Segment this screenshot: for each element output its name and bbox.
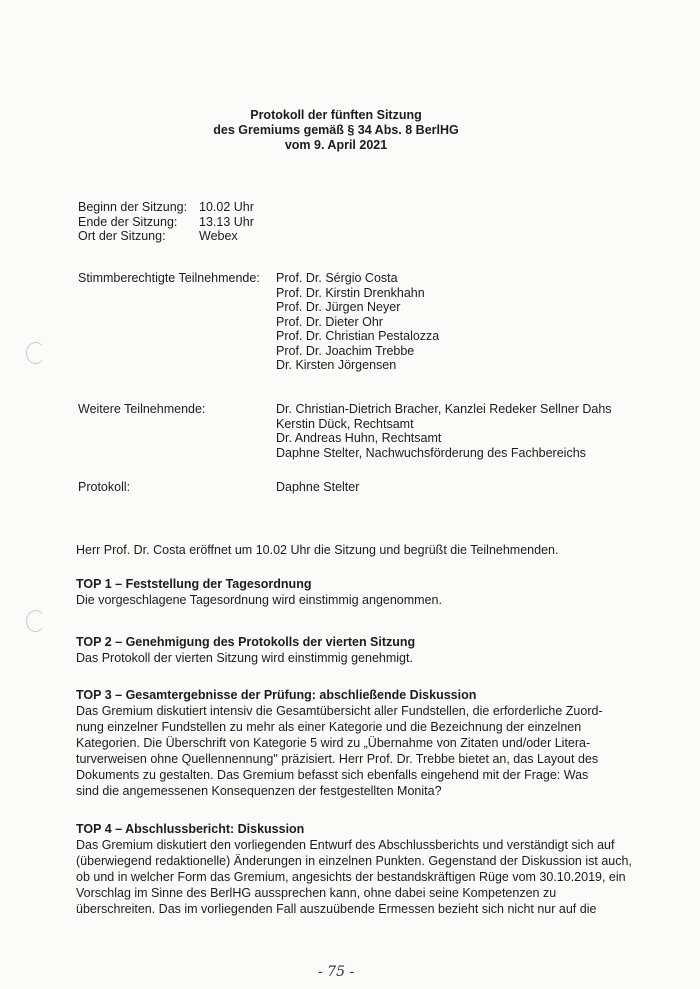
voting-members-label: Stimmberechtigte Teilnehmende: (78, 271, 260, 285)
member-name: Dr. Kirsten Jörgensen (276, 358, 397, 372)
member-name: Prof. Dr. Sérgio Costa (276, 271, 398, 285)
agenda-text-line: turverweisen ohne Quellennennung" präzisiert. Herr Prof. Dr. Trebbe bietet an, das Layout des (76, 752, 599, 766)
agenda-text-line: nung einzelner Fundstellen zu mehr als einer Kategorie und die Bezeichnung der einzelnen (76, 720, 582, 734)
other-participants-label: Weitere Teilnehmende: (78, 402, 206, 416)
agenda-text-line: Vorschlag im Sinne des BerlHG aussprechen kann, ohne dabei seine Kompetenzen zu (76, 886, 557, 900)
participant-name: Kerstin Dück, Rechtsamt (276, 416, 414, 431)
meta-value: Webex (199, 229, 238, 243)
opening-statement (76, 542, 616, 558)
meta-label: Beginn der Sitzung: (78, 200, 188, 214)
session-meta (78, 200, 254, 244)
page-number-mark: - 75 - (318, 964, 355, 980)
punch-hole-top (26, 342, 45, 364)
meta-row-start (78, 200, 254, 215)
agenda-heading: TOP 1 – Feststellung der Tagesordnung (76, 577, 312, 591)
agenda-text-line: Das Protokoll der vierten Sitzung wird einstimmig genehmigt. (76, 651, 413, 665)
meta-value: 10.02 Uhr (199, 200, 254, 214)
document-title (0, 108, 672, 153)
member-name: Prof. Dr. Dieter Ohr (276, 314, 383, 329)
agenda-text-line: sind die angemessenen Konsequenzen der festgestellten Monita? (76, 784, 442, 798)
protocol-value-wrap (276, 480, 359, 495)
meta-label: Ort der Sitzung: (78, 229, 166, 243)
protocol-value: Daphne Stelter (276, 480, 360, 494)
meta-row-end (78, 215, 254, 230)
participant-name: Daphne Stelter, Nachwuchsförderung des Fachbereichs (276, 445, 586, 460)
agenda-text-line: (überwiegend redaktionelle) Änderungen in einzelnen Punkten. Gegenstand der Diskussion ist auch, (76, 854, 632, 868)
member-name: Prof. Dr. Jürgen Neyer (276, 300, 401, 314)
other-participants-list (276, 402, 612, 460)
agenda-item-2 (76, 634, 616, 666)
agenda-heading: TOP 2 – Genehmigung des Protokolls der vierten Sitzung (76, 635, 416, 649)
agenda-text-line: überschreiten. Das im vorliegenden Fall auszuübende Ermessen bezieht sich nicht nur auf die (76, 902, 597, 916)
agenda-text-line: Das Gremium diskutiert intensiv die Gesamtübersicht aller Fundstellen, die erforderliche Zuord- (76, 704, 603, 718)
agenda-item-3 (76, 687, 616, 799)
member-name: Prof. Dr. Kirstin Drenkhahn (276, 285, 425, 300)
meta-value: 13.13 Uhr (199, 214, 254, 229)
agenda-text-line: Kategorien. Die Überschrift von Kategorie 5 wird zu „Übernahme von Zitaten und/oder Litera- (76, 736, 591, 750)
agenda-item-4 (76, 821, 632, 917)
member-name: Prof. Dr. Christian Pestalozza (276, 329, 440, 343)
opening-text: Herr Prof. Dr. Costa eröffnet um 10.02 Uhr die Sitzung und begrüßt die Teilnehmenden. (76, 543, 559, 557)
participant-name: Dr. Christian-Dietrich Bracher, Kanzlei Redeker Sellner Dahs (276, 402, 612, 416)
meta-label: Ende der Sitzung: (78, 214, 178, 229)
punch-hole-bottom (26, 610, 45, 632)
member-name: Prof. Dr. Joachim Trebbe (276, 343, 415, 358)
protocol-label: Protokoll: (78, 480, 131, 494)
voting-members-list (276, 271, 439, 373)
agenda-text-line: ob und in welcher Form das Gremium, angesichts der bestandskräftigen Rüge vom 30.10.2019, ein (76, 870, 626, 884)
agenda-text-line: Die vorgeschlagene Tagesordnung wird einstimmig angenommen. (76, 593, 442, 607)
agenda-item-1 (76, 576, 616, 608)
agenda-heading: TOP 3 – Gesamtergebnisse der Prüfung: abschließende Diskussion (76, 688, 477, 702)
agenda-text-line: Das Gremium diskutiert den vorliegenden Entwurf des Abschlussberichts und verständigt sich auf (76, 838, 615, 852)
agenda-heading: TOP 4 – Abschlussbericht: Diskussion (76, 822, 305, 836)
agenda-text-line: Dokuments zu gestalten. Das Gremium befasst sich ebenfalls eingehend mit der Frage: Was (76, 768, 589, 782)
title-line: vom 9. April 2021 (284, 138, 388, 152)
title-line: Protokoll der fünften Sitzung (250, 108, 422, 122)
participant-name: Dr. Andreas Huhn, Rechtsamt (276, 431, 442, 445)
title-line: des Gremiums gemäß § 34 Abs. 8 BerlHG (213, 123, 459, 137)
meta-row-location (78, 229, 254, 244)
